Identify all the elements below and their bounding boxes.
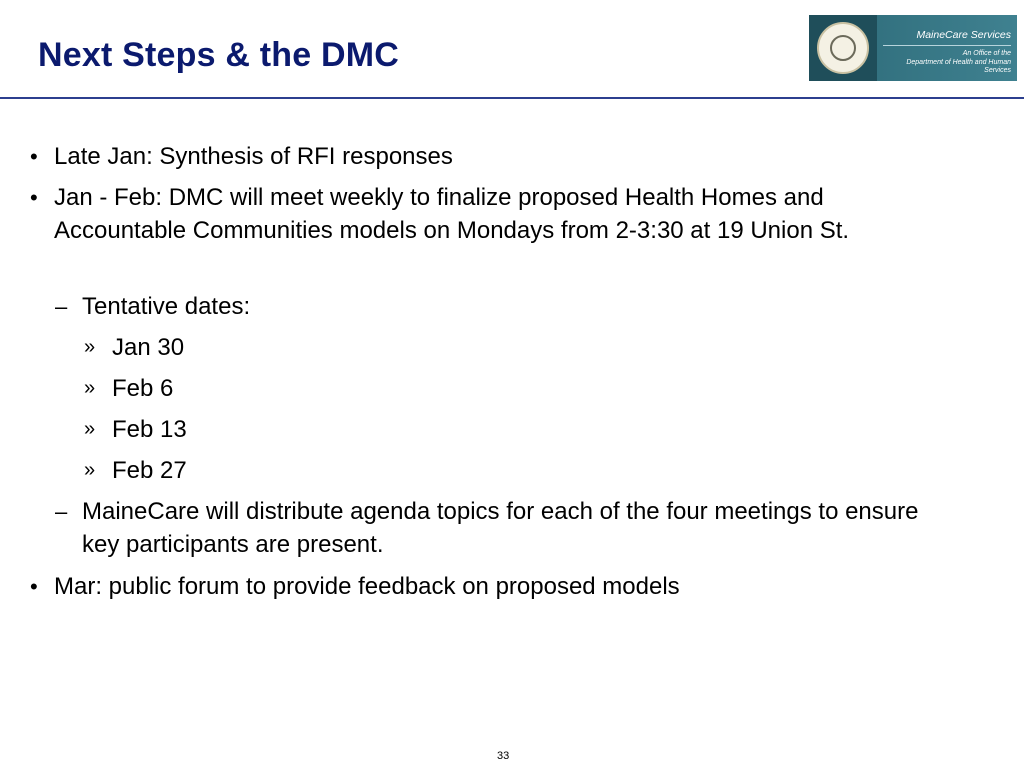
bullet-marker: • [30,144,38,169]
sub-bullet-item [55,290,985,323]
date-text: Feb 27 [112,457,187,484]
bullet-text: Jan - Feb: DMC will meet weekly to finalize proposed Health Homes and Accountable Communities models on Mondays from 2-3:30 at 19 Union St. [54,184,850,244]
date-text: Feb 6 [112,375,174,402]
logo-name: MaineCare Services [916,29,1011,41]
bullet-item [30,140,960,173]
date-text: Feb 13 [112,416,187,443]
date-item [84,413,1014,446]
date-marker: » [84,459,96,481]
slide-title: Next Steps & the DMC [38,36,400,74]
logo-subtitle-2: Department of Health and Human Services [906,58,1011,74]
sub-bullet-text: Tentative dates: [82,293,251,320]
date-marker: » [84,418,96,440]
date-marker: » [84,377,96,399]
bullet-marker: • [30,185,38,210]
date-marker: » [84,336,96,358]
page-number: 33 [497,750,510,762]
date-text: Jan 30 [112,334,185,361]
bullet-marker: • [30,574,38,599]
bullet-text: Mar: public forum to provide feedback on proposed models [54,573,680,600]
date-item [84,372,1014,405]
sub-bullet-marker: – [55,294,68,319]
bullet-item [30,570,960,603]
date-item [84,454,1014,487]
bullet-item [30,181,960,247]
sub-bullet-item [55,495,960,561]
date-item [84,331,1014,364]
sub-bullet-text: MaineCare will distribute agenda topics for each of the four meetings to ensure key participants are present. [82,498,919,558]
bullet-text: Late Jan: Synthesis of RFI responses [54,143,453,170]
logo-subtitle-1: An Office of the [962,50,1011,57]
sub-bullet-marker: – [55,499,68,524]
